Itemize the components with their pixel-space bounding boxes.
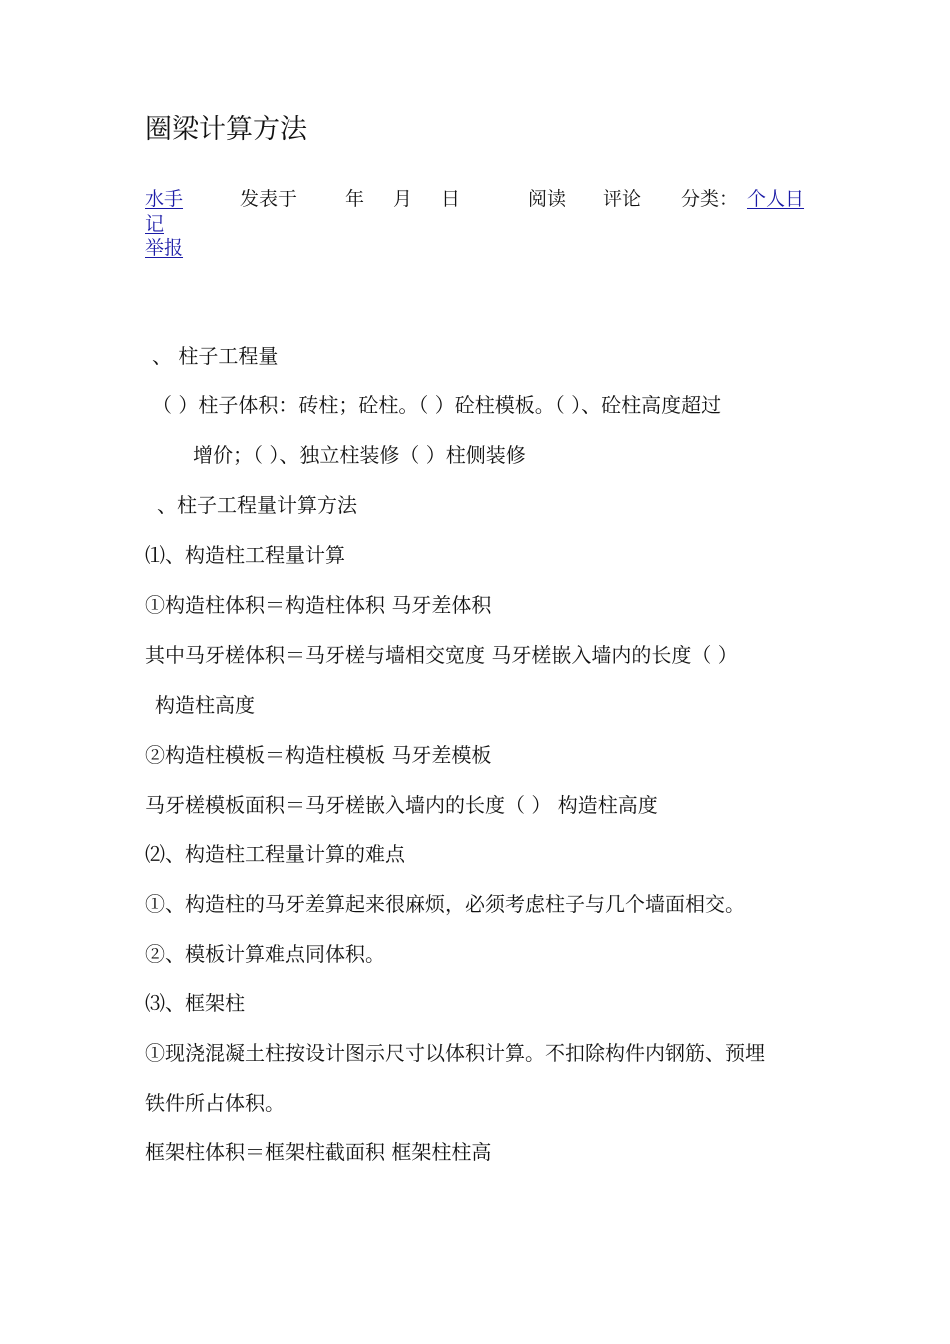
body-line: ⑵、构造柱工程量计算的难点 (145, 842, 405, 866)
body-line: 增价；（ ）、独立柱装修（ ）柱侧装修 (193, 443, 526, 467)
read-label: 阅读 (528, 188, 567, 210)
report-link[interactable]: 举报 (145, 237, 184, 259)
body-line: 、 柱子工程量 (152, 344, 279, 368)
body-line: ①构造柱体积＝构造柱体积 马牙差体积 (145, 593, 492, 617)
category-link[interactable]: 个人日 (747, 188, 805, 210)
category-link-wrap[interactable]: 记 (145, 213, 165, 235)
body-line: 马牙槎模板面积＝马牙槎嵌入墙内的长度（ ） 构造柱高度 (145, 793, 658, 817)
body-line: 、柱子工程量计算方法 (157, 493, 357, 517)
body-line: 其中马牙槎体积＝马牙槎与墙相交宽度 马牙槎嵌入墙内的长度（ ） (145, 643, 738, 667)
day-label: 日 (441, 188, 461, 210)
category-label: 分类： (681, 188, 739, 210)
body-line: ①现浇混凝土柱按设计图示尺寸以体积计算。不扣除构件内钢筋、预埋 (145, 1041, 765, 1065)
body-line: 框架柱体积＝框架柱截面积 框架柱柱高 (145, 1140, 492, 1164)
body-line: 构造柱高度 (155, 693, 255, 717)
body-line: ②、模板计算难点同体积。 (145, 942, 385, 966)
body-line: （ ）柱子体积：砖柱；砼柱。（ ）砼柱模板。（ ）、砼柱高度超过 (152, 393, 722, 417)
body-line: ②构造柱模板＝构造柱模板 马牙差模板 (145, 743, 492, 767)
month-label: 月 (393, 188, 413, 210)
posted-label: 发表于 (240, 188, 298, 210)
year-label: 年 (345, 188, 365, 210)
body-line: 铁件所占体积。 (145, 1091, 285, 1115)
comment-label: 评论 (603, 188, 642, 210)
body-line: ⑶、框架柱 (145, 991, 245, 1015)
author-link[interactable]: 水手 (145, 188, 184, 210)
page-title: 圈梁计算方法 (145, 114, 307, 145)
body-line: ⑴、构造柱工程量计算 (145, 543, 345, 567)
body-line: ①、构造柱的马牙差算起来很麻烦，必须考虑柱子与几个墙面相交。 (145, 892, 745, 916)
